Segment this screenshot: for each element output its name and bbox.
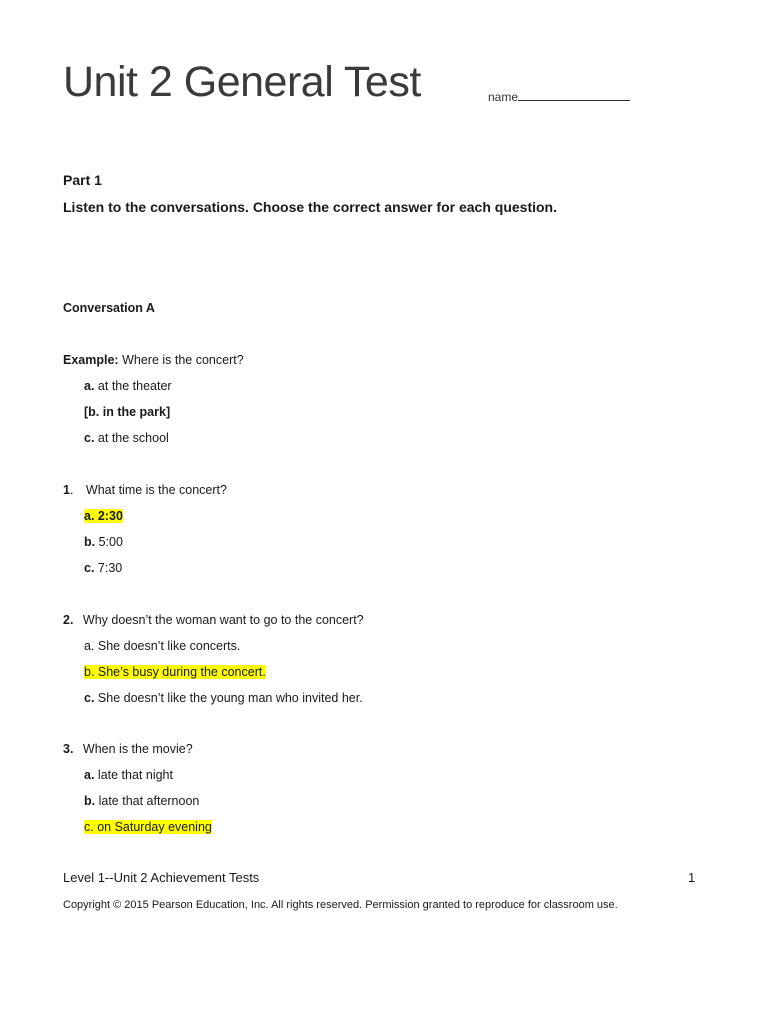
question-2-option-b	[84, 665, 266, 679]
question-text: When is the movie?	[82, 742, 193, 756]
option-letter: b.	[84, 535, 96, 549]
option-letter: c.	[84, 691, 95, 705]
option-letter: c.	[84, 431, 95, 445]
question-number: 2.	[63, 613, 74, 627]
question-text: Why doesn’t the woman want to go to the concert?	[82, 613, 364, 627]
question-3-option-b	[84, 794, 199, 808]
example-question	[63, 353, 244, 367]
question-2	[63, 613, 364, 627]
option-letter: a.	[84, 509, 95, 523]
example-option-a	[84, 379, 172, 393]
name-blank-line	[518, 88, 630, 101]
question-3	[63, 742, 193, 756]
question-1-option-a	[84, 509, 123, 523]
option-text: 5:00	[98, 535, 123, 549]
option-text: 7:30	[97, 561, 123, 575]
page-title: Unit 2 General Test	[63, 58, 421, 106]
question-1-option-c	[84, 561, 122, 575]
question-3-option-c	[84, 820, 212, 834]
option-text: at the theater	[97, 379, 172, 393]
copyright-notice: Copyright © 2015 Pearson Education, Inc. All rights reserved. Permission granted to reproduce for classroom use.	[63, 899, 618, 911]
option-text: late that night	[97, 768, 173, 782]
question-number: 3.	[63, 742, 74, 756]
name-label: name	[488, 90, 519, 104]
part-instructions: Listen to the conversations. Choose the correct answer for each question.	[63, 199, 557, 215]
question-number: 1	[63, 483, 70, 497]
question-3-option-a	[84, 768, 173, 782]
highlighted-answer: b. She’s busy during the concert.	[84, 665, 266, 679]
option-letter: a.	[84, 768, 95, 782]
footer-level-label: Level 1--Unit 2 Achievement Tests	[63, 870, 260, 885]
question-1	[63, 483, 227, 497]
highlighted-answer: c. on Saturday evening	[84, 820, 212, 834]
question-1-option-b	[84, 535, 123, 549]
option-letter: b.	[84, 794, 96, 808]
example-label: Example:	[63, 353, 119, 367]
example-question-text: Where is the concert?	[122, 353, 244, 367]
option-letter: c.	[84, 561, 95, 575]
question-2-option-c	[84, 691, 363, 705]
example-option-b-answer: [b. in the park]	[84, 405, 171, 419]
conversation-heading: Conversation A	[63, 301, 155, 315]
question-2-option-a: a. She doesn’t like concerts.	[84, 639, 241, 653]
page-number: 1	[688, 870, 696, 885]
question-number-suffix: .	[69, 483, 74, 497]
option-text: 2:30	[97, 509, 123, 523]
highlighted-answer	[84, 509, 123, 523]
option-text: late that afternoon	[98, 794, 200, 808]
part-heading: Part 1	[63, 172, 102, 188]
option-text: at the school	[97, 431, 169, 445]
example-option-c	[84, 431, 169, 445]
name-field	[488, 88, 630, 104]
option-letter: a.	[84, 379, 95, 393]
question-text: What time is the concert?	[85, 483, 227, 497]
option-text: She doesn’t like the young man who invited her.	[97, 691, 363, 705]
